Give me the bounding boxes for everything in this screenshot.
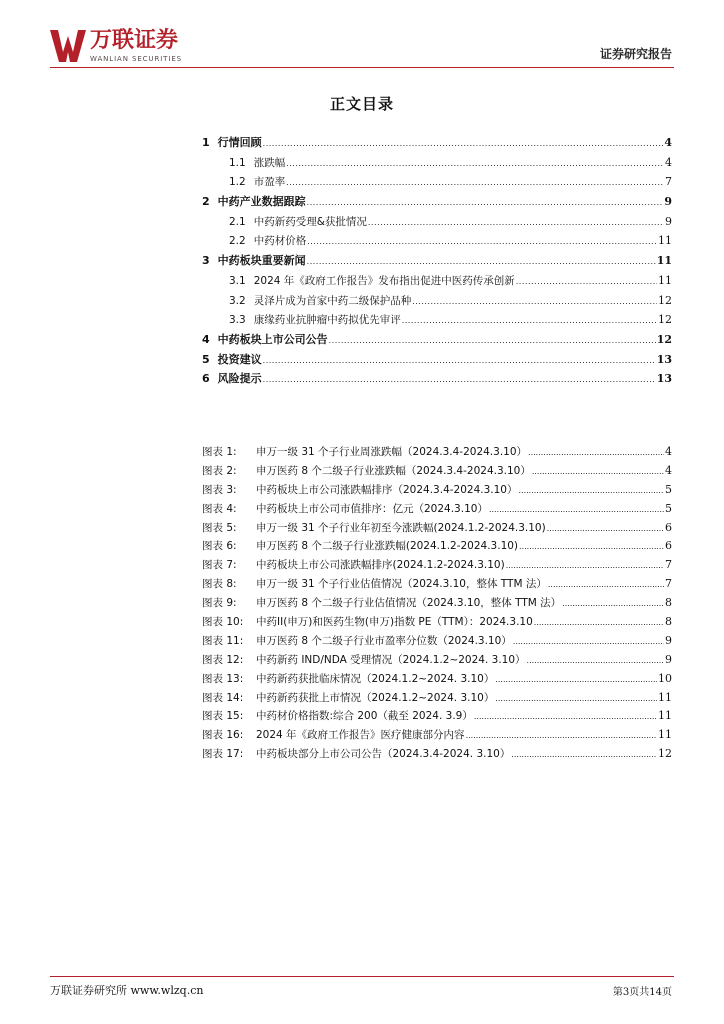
figure-entry-page: 8 (665, 615, 672, 629)
report-type-label: 证券研究报告 (599, 47, 672, 61)
logo-english-name: WANLIAN SECURITIES (90, 55, 182, 63)
figure-entry-number: 图表 10: (202, 616, 244, 629)
dot-leader (263, 350, 656, 371)
figure-entry-page: 4 (665, 445, 672, 458)
toc-entry[interactable] (202, 369, 672, 389)
figure-entry[interactable] (202, 537, 672, 556)
figure-entry-number: 图表 14: (202, 691, 244, 704)
toc-entry-number: 6 (202, 372, 210, 386)
dot-leader (368, 213, 664, 233)
dot-leader (307, 192, 664, 213)
toc-entry-label: 中药板块重要新闻 (217, 254, 306, 268)
page-header (0, 0, 724, 70)
toc-entry[interactable] (202, 153, 672, 173)
figure-entry-label: 申万医药 8 个二级子行业估值情况（2024.3.10，整体 TTM 法） (256, 597, 562, 610)
figure-entry[interactable] (202, 670, 672, 689)
figure-entry-label: 中药新药获批临床情况（2024.1.2~2024. 3.10） (256, 672, 495, 685)
figure-entry[interactable] (202, 462, 672, 481)
dot-leader (548, 575, 664, 595)
toc-entry-page: 13 (656, 352, 672, 366)
figure-entry-label: 申万一级 31 个子行业估值情况（2024.3.10，整体 TTM 法） (256, 578, 547, 591)
toc-entry[interactable] (202, 133, 672, 153)
dot-leader (516, 272, 657, 292)
figure-entry-number: 图表 7: (202, 559, 237, 572)
figure-entry-label: 中药板块上市公司涨跌幅排序（2024.3.4-2024.3.10） (256, 483, 518, 496)
toc-entry-label: 中药新药受理&获批情况 (253, 215, 367, 228)
page-number: 第3页共14页 (612, 987, 672, 998)
figure-entry[interactable] (202, 651, 672, 670)
wanlian-logo-icon (50, 28, 86, 64)
figure-entry-number: 图表 2: (202, 464, 237, 477)
figure-entry-page: 7 (665, 558, 672, 572)
figure-entry[interactable] (202, 689, 672, 708)
dot-leader (527, 651, 664, 671)
figure-entry-page: 9 (665, 633, 672, 647)
toc-entry-number: 3.3 (229, 314, 246, 327)
toc-entry-label: 行情回顾 (217, 136, 262, 149)
toc-entry-page: 11 (656, 254, 672, 268)
figure-entry-label: 2024 年《政府工作报告》医疗健康部分内容 (256, 729, 465, 742)
figure-list (202, 443, 672, 764)
toc-entry-page: 11 (658, 234, 672, 248)
figure-entry-number: 图表 8: (202, 578, 237, 591)
figure-entry-page: 12 (658, 747, 672, 761)
toc-entry[interactable] (202, 291, 672, 311)
dot-leader (286, 154, 664, 174)
figure-entry-page: 10 (658, 671, 672, 685)
toc-entry[interactable] (202, 271, 672, 291)
figure-entry-number: 图表 17: (202, 748, 244, 761)
dot-leader (519, 537, 664, 557)
dot-leader (307, 251, 656, 272)
toc-entry-page: 13 (656, 372, 672, 386)
toc-entry-label: 中药板块上市公司公告 (217, 332, 328, 346)
toc-entry[interactable] (202, 192, 672, 212)
toc-entry-number: 3.1 (229, 274, 246, 287)
figure-entry-label: 中药新药 IND/NDA 受理情况（2024.1.2~2024. 3.10） (256, 653, 526, 666)
figure-entry[interactable] (202, 481, 672, 500)
toc-entry-number: 5 (202, 352, 210, 366)
toc-entry-label: 中药产业数据跟踪 (217, 195, 306, 209)
figure-entry[interactable] (202, 613, 672, 632)
figure-entry-label: 中药II(申万)和医药生物(申万)指数 PE（TTM）：2024.3.10 (256, 616, 533, 629)
toc-entry-number: 2.2 (229, 235, 246, 248)
figure-entry-page: 4 (665, 463, 672, 477)
toc-entry-page: 7 (665, 175, 672, 189)
toc-entry-number: 1.2 (229, 176, 246, 189)
figure-entry-page: 7 (665, 577, 672, 591)
figure-entry-label: 申万一级 31 个子行业年初至今涨跌幅(2024.1.2-2024.3.10) (256, 521, 546, 534)
figure-entry-page: 11 (658, 690, 672, 704)
dot-leader (513, 632, 664, 652)
dot-leader (412, 292, 657, 312)
figure-entry-number: 图表 11: (202, 634, 244, 647)
dot-leader (534, 613, 664, 633)
toc-entry-page: 12 (658, 313, 672, 327)
dot-leader (263, 133, 664, 154)
dot-leader (562, 594, 664, 614)
figure-entry[interactable] (202, 594, 672, 613)
figure-entry[interactable] (202, 632, 672, 651)
dot-leader (466, 726, 657, 746)
figure-entry-page: 6 (665, 520, 672, 534)
header-divider (50, 67, 674, 68)
logo-chinese-name: 万联证券 (90, 28, 179, 53)
footer-divider (50, 976, 674, 977)
toc-entry-label: 灵泽片成为首家中药二级保护品种 (253, 294, 412, 307)
toc-entry-number: 1 (202, 136, 210, 149)
toc-entry-page: 9 (665, 214, 672, 228)
dot-leader (495, 670, 657, 690)
dot-leader (518, 481, 664, 501)
figure-entry-label: 申万一级 31 个子行业周涨跌幅（2024.3.4-2024.3.10） (256, 446, 528, 458)
figure-entry-label: 中药板块上市公司市值排序：亿元（2024.3.10） (256, 502, 488, 515)
figure-entry-number: 图表 16: (202, 729, 244, 742)
dot-leader (528, 443, 664, 463)
dot-leader (547, 519, 664, 539)
figure-entry[interactable] (202, 500, 672, 519)
dot-leader (511, 745, 657, 765)
dot-leader (286, 173, 664, 193)
dot-leader (402, 311, 657, 331)
figure-entry-number: 图表 6: (202, 540, 237, 553)
toc-entry-page: 12 (658, 293, 672, 307)
toc-entry-label: 2024 年《政府工作报告》发布指出促进中医药传承创新 (253, 274, 515, 287)
dot-leader (532, 462, 664, 482)
dot-leader (506, 556, 664, 576)
toc-entry-page: 12 (656, 332, 672, 346)
figure-entry-label: 中药新药获批上市情况（2024.1.2~2024. 3.10） (256, 691, 495, 704)
toc-entry-page: 4 (665, 155, 672, 169)
figure-entry[interactable] (202, 707, 672, 726)
toc-entry[interactable] (202, 231, 672, 251)
figure-entry-page: 9 (665, 652, 672, 666)
toc-entry-page: 4 (664, 136, 672, 149)
toc-entry[interactable] (202, 172, 672, 192)
figure-entry-label: 申万医药 8 个二级子行业市盈率分位数（2024.3.10） (256, 634, 512, 647)
figure-entry-label: 中药板块上市公司涨跌幅排序(2024.1.2-2024.3.10) (256, 559, 505, 572)
table-of-contents (202, 133, 672, 389)
toc-entry-label: 康缘药业抗肿瘤中药拟优先审评 (253, 314, 401, 327)
toc-entry-label: 投资建议 (217, 352, 262, 366)
figure-entry-label: 申万医药 8 个二级子行业涨跌幅（2024.3.4-2024.3.10） (256, 464, 531, 477)
toc-entry-number: 4 (202, 332, 210, 346)
toc-entry[interactable] (202, 251, 672, 271)
toc-entry-number: 3.2 (229, 294, 246, 307)
figure-entry[interactable] (202, 443, 672, 462)
toc-entry-label: 市盈率 (253, 176, 286, 189)
figure-entry-page: 5 (665, 482, 672, 496)
figure-entry-number: 图表 5: (202, 521, 237, 534)
footer-institute: 万联证券研究所 www.wlzq.cn (50, 984, 204, 997)
figure-entry-number: 图表 3: (202, 483, 237, 496)
figure-entry-label: 申万医药 8 个二级子行业涨跌幅(2024.1.2-2024.3.10) (256, 540, 519, 553)
toc-entry-page: 9 (664, 195, 672, 209)
figure-entry[interactable] (202, 519, 672, 538)
toc-entry[interactable] (202, 212, 672, 232)
figure-entry-number: 图表 4: (202, 502, 237, 515)
figure-entry-number: 图表 9: (202, 597, 237, 610)
figure-entry-number: 图表 13: (202, 672, 244, 685)
figure-entry-label: 中药材价格指数:综合 200（截至 2024. 3.9） (256, 710, 473, 723)
dot-leader (474, 707, 657, 727)
page-title: 正文目录 (329, 95, 394, 113)
toc-entry-label: 涨跌幅 (253, 156, 286, 169)
figure-entry[interactable] (202, 575, 672, 594)
toc-entry-number: 3 (202, 254, 210, 268)
toc-entry-number: 2 (202, 195, 210, 209)
toc-entry-number: 1.1 (229, 156, 246, 169)
dot-leader (489, 500, 664, 520)
figure-entry-page: 11 (658, 709, 672, 723)
toc-entry[interactable] (202, 310, 672, 330)
figure-entry-label: 中药板块部分上市公司公告（2024.3.4-2024. 3.10） (256, 748, 511, 761)
figure-entry-page: 6 (665, 539, 672, 553)
company-logo (50, 28, 210, 68)
figure-entry-number: 图表 12: (202, 653, 244, 666)
toc-entry-label: 风险提示 (217, 372, 262, 386)
toc-entry-label: 中药材价格 (253, 235, 307, 248)
toc-entry-page: 11 (658, 273, 672, 287)
figure-entry-number: 图表 1: (202, 446, 237, 458)
figure-entry-page: 5 (665, 501, 672, 515)
toc-entry[interactable] (202, 330, 672, 350)
figure-entry[interactable] (202, 556, 672, 575)
figure-entry-number: 图表 15: (202, 710, 244, 723)
dot-leader (307, 232, 657, 252)
dot-leader (495, 689, 657, 709)
figure-entry-page: 8 (665, 596, 672, 610)
toc-entry[interactable] (202, 350, 672, 370)
figure-entry-page: 11 (658, 728, 672, 742)
figure-entry[interactable] (202, 745, 672, 764)
toc-entry-number: 2.1 (229, 215, 246, 228)
dot-leader (329, 330, 656, 351)
figure-entry[interactable] (202, 726, 672, 745)
dot-leader (263, 369, 656, 390)
